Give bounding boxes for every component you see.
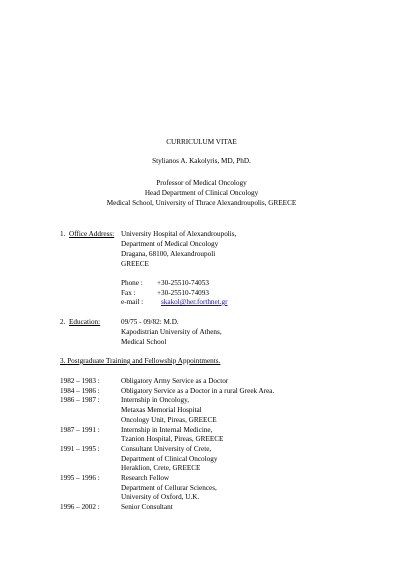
training-section-number: 3. <box>60 357 66 365</box>
training-line: Oncology Unit, Pireas, GREECE <box>121 416 217 424</box>
author-department: Head Department of Clinical Oncology <box>144 189 259 197</box>
training-years: 1986 – 1987 : <box>60 396 100 404</box>
training-years: 1991 – 1995 : <box>60 445 100 453</box>
training-line: Obligatory Army Service as a Doctor <box>121 377 229 385</box>
education-line: Medical School <box>121 338 167 346</box>
training-years: 1982 – 1983 : <box>60 377 100 385</box>
education-line: 09/75 - 09/82: M.D. <box>121 318 179 326</box>
training-line: Tzanion Hospital, Pireas, GREECE <box>121 435 224 443</box>
email-label: e-mail : <box>121 298 144 306</box>
author-position: Professor of Medical Oncology <box>156 179 247 187</box>
education-heading: Education: <box>69 318 101 326</box>
training-line: Metaxas Memorial Hospital <box>121 406 202 414</box>
author-name: Stylianos A. Kakolyris, MD, PhD. <box>152 157 251 165</box>
training-line: Internship in Internal Medicine, <box>121 426 213 434</box>
training-years: 1984 – 1986 : <box>60 387 100 395</box>
fax-label: Fax : <box>121 289 136 297</box>
office-line: Dragana, 68100, Alexandroupoli <box>121 250 216 258</box>
author-institution: Medical School, University of Thrace Alexandroupolis, GREECE <box>106 199 297 207</box>
training-line: Department of Clinical Oncology <box>121 455 218 463</box>
training-line: Senior Consultant <box>121 503 173 511</box>
training-years: 1996 – 2002 : <box>60 503 100 511</box>
office-line: GREECE <box>121 260 149 268</box>
office-line: Department of Medical Oncology <box>121 240 219 248</box>
training-line: University of Oxford, U.K. <box>121 493 200 501</box>
training-line: Obligatory Service as a Doctor in a rural Greek Area. <box>121 387 275 395</box>
education-section-number: 2. <box>60 318 66 326</box>
training-line: Heraklion, Crete, GREECE <box>121 464 201 472</box>
training-line: Research Fellow <box>121 474 170 482</box>
education-line: Kapodistrian University of Athens, <box>121 328 222 336</box>
office-section-number: 1. <box>60 230 66 238</box>
training-line: Internship in Oncology, <box>121 396 190 404</box>
office-line: University Hospital of Alexandroupolis, <box>121 230 237 238</box>
email-link[interactable]: skakol@her.forthnet.gr <box>161 298 228 306</box>
training-years: 1995 – 1996 : <box>60 474 100 482</box>
office-heading: Office Address: <box>69 230 115 238</box>
training-heading <box>60 357 220 366</box>
fax-value: +30-25510-74093 <box>157 289 209 297</box>
training-line: Consultant University of Crete, <box>121 445 212 453</box>
training-line: Department of Cellurar Sciences, <box>121 484 217 492</box>
document-title: CURRICULUM VITAE <box>166 138 237 146</box>
training-heading-text: Postgraduate Training and Fellowship Appointments. <box>67 357 221 365</box>
phone-value: +30-25510-74053 <box>157 279 209 287</box>
training-years: 1987 – 1991 : <box>60 426 100 434</box>
phone-label: Phone : <box>121 279 143 287</box>
